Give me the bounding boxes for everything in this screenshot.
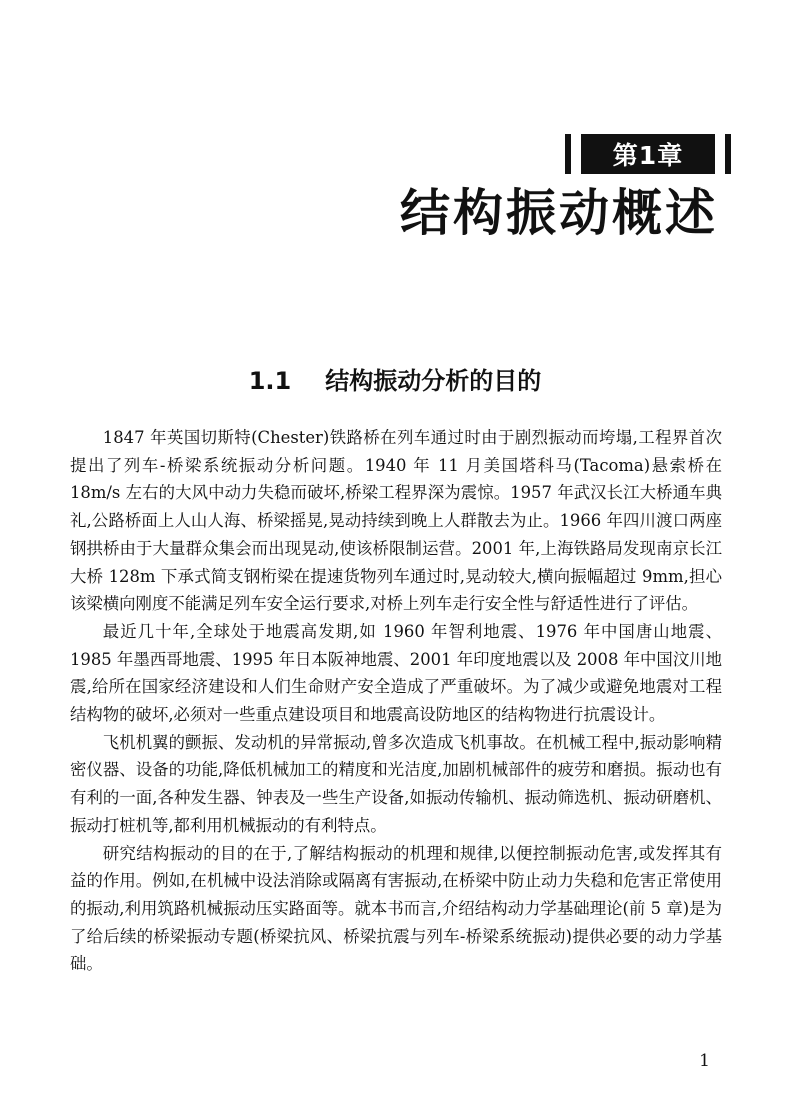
section-heading <box>0 364 790 398</box>
body-text <box>70 424 722 978</box>
chapter-label: 第1章 <box>605 136 691 172</box>
paragraph: 最近几十年,全球处于地震高发期,如 1960 年智利地震、1976 年中国唐山地震、1985 年墨西哥地震、1995 年日本阪神地震、2001 年印度地震以及 2008 年中国汶川地震,给所在国家经济建设和人们生命财产安全造成了严重破坏。为了减少或避免地震对工程结构物的破坏,必须对一些重点建设项目和地震高设防地区的结构物进行抗震设计。 <box>70 621 722 725</box>
chapter-label-badge <box>565 134 731 174</box>
chapter-title: 结构振动概述 <box>400 184 718 242</box>
paragraph: 飞机机翼的颤振、发动机的异常振动,曾多次造成飞机事故。在机械工程中,振动影响精密仪器、设备的功能,降低机械加工的精度和光洁度,加剧机械部件的疲劳和磨损。振动也有有利的一面,各种发生器、钟表及一些生产设备,如振动传输机、振动筛选机、振动研磨机、振动打桩机等,都利用机械振动的有利特点。 <box>70 732 722 835</box>
section-title: 结构振动分析的目的 <box>325 367 542 395</box>
paragraph: 1847 年英国切斯特(Chester)铁路桥在列车通过时由于剧烈振动而垮塌,工程界首次提出了列车-桥梁系统振动分析问题。1940 年 11 月美国塔科马(Tacoma)悬索桥在 18m/s 左右的大风中动力失稳而破坏,桥梁工程界深为震惊。1957 年武汉长江大桥通车典礼,公路桥面上人山人海、桥梁摇晃,晃动持续到晚上人群散去为止。1966 年四川渡口两座钢拱桥由于大量群众集会而出现晃动,使该桥限制运营。2001 年,上海铁路局发现南京长江大桥 128m 下承式简支钢桁梁在提速货物列车通过时,晃动较大,横向振幅超过 9mm,担心该梁横向刚度不能满足列车安全运行要求,对桥上列车走行安全性与舒适性进行了评估。 <box>70 428 722 614</box>
section-number: 1.1 <box>248 367 292 395</box>
paragraph: 研究结构振动的目的在于,了解结构振动的机理和规律,以便控制振动危害,或发挥其有益的作用。例如,在机械中设法消除或隔离有害振动,在桥梁中防止动力失稳和危害正常使用的振动,利用筑路机械振动压实路面等。就本书而言,介绍结构动力学基础理论(前 5 章)是为了给后续的桥梁振动专题(桥梁抗风、桥梁抗震与列车-桥梁系统振动)提供必要的动力学基础。 <box>70 843 722 974</box>
page-number: 1 <box>699 1051 710 1071</box>
